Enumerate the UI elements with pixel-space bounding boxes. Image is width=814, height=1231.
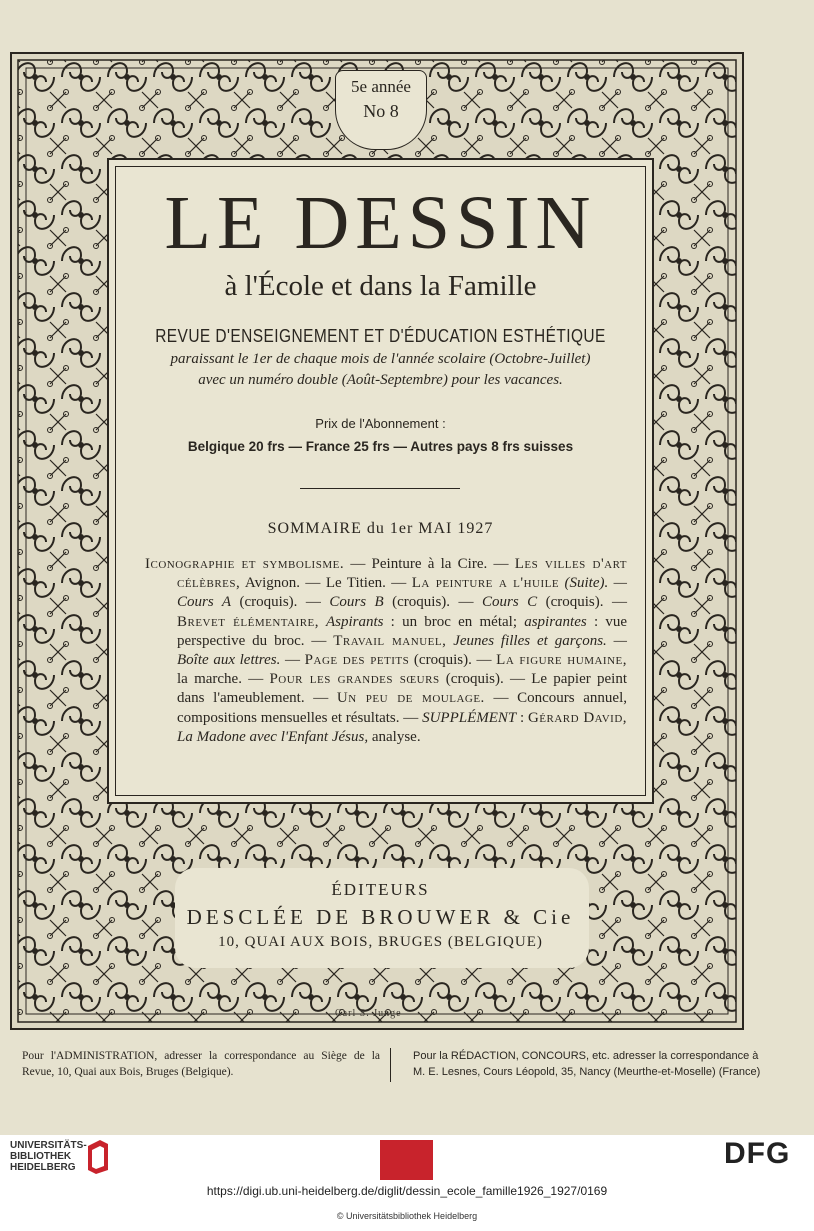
summary-part: : xyxy=(516,709,528,726)
summary-part: (croquis). — xyxy=(537,594,627,611)
subscription-prices: Belgique 20 frs — France 25 frs — Autres pays 8 frs suisses xyxy=(187,439,574,454)
sommaire-text xyxy=(145,555,627,747)
sommaire-heading: SOMMAIRE du 1er MAI 1927 xyxy=(267,520,494,537)
engraver-signature: Carl S. Junge xyxy=(335,1008,402,1019)
revue-line: REVUE D'ENSEIGNEMENT ET D'ÉDUCATION ESTHÉTIQUE xyxy=(155,326,606,346)
summary-part: aspirantes xyxy=(524,613,587,630)
summary-part: Pour les grandes sœurs xyxy=(269,671,440,688)
summary-part: Aspirants xyxy=(319,613,384,630)
summary-part: : vue perspective du broc. — xyxy=(177,613,627,649)
publisher-label: ÉDITEURS xyxy=(331,880,430,899)
summary-part: Cours C xyxy=(481,594,538,611)
summary-part: analyse. xyxy=(368,728,421,745)
summary-part: Iconographie et symbolisme. xyxy=(145,556,345,572)
summary-part: : un broc en métal; xyxy=(383,613,525,630)
summary-part: — Concours annuel, compositions mensuelles et résultats. — xyxy=(177,690,627,726)
summary-part: (croquis). — xyxy=(383,594,482,611)
summary-part: Un peu de moulage. xyxy=(336,690,485,707)
summary-part: Jeunes filles et garçons. — Boîte aux lettres. xyxy=(177,632,628,669)
publisher-address: 10, QUAI AUX BOIS, BRUGES (BELGIQUE) xyxy=(218,934,543,950)
summary-part: La peinture a l'huile xyxy=(411,575,560,592)
summary-part: La Madone avec l'Enfant Jésus, xyxy=(177,728,369,745)
summary-part: — Peinture à la Cire. — xyxy=(344,556,515,572)
summary-part: Travail manuel, xyxy=(333,632,447,649)
journal-title: LE DESSIN xyxy=(164,181,597,265)
summary-part: SUPPLÉMENT xyxy=(422,709,517,726)
summary-part: — xyxy=(280,652,305,669)
summary-part: Avignon. — Le Titien. — xyxy=(240,575,412,592)
summary-part: Gérard David, xyxy=(527,709,628,726)
publication-line-2: avec un numéro double (Août-Septembre) pour les vacances. xyxy=(198,372,563,388)
footer-redaction: Pour la RÉDACTION, CONCOURS, etc. adresser la correspondance à M. E. Lesnes, Cours Léopold, 35, Nancy (Meurthe-et-Moselle) (France) xyxy=(413,1050,761,1078)
summary-part: la marche. — xyxy=(177,671,270,688)
issue-year: 5e année xyxy=(351,77,411,96)
journal-subtitle: à l'École et dans la Famille xyxy=(224,270,537,302)
summary-part: Les villes d'art célèbres, xyxy=(177,556,627,592)
subscription-label: Prix de l'Abonnement : xyxy=(315,416,446,431)
epistemy-logo-icon[interactable] xyxy=(380,1140,433,1180)
summary-part: (Suite). — xyxy=(559,575,628,592)
summary-part: (croquis). — Le papier peint dans l'ameublement. — xyxy=(177,671,627,707)
publisher-name: DESCLÉE DE BROUWER & Cie xyxy=(186,905,575,929)
dfg-logo[interactable]: DFG xyxy=(724,1137,791,1170)
summary-part: Cours B xyxy=(329,594,384,611)
footer-administration: Pour l'ADMINISTRATION, adresser la correspondance au Siège de la Revue, 10, Quai aux Bois, Bruges (Belgique). xyxy=(22,1050,380,1078)
summary-part: (croquis). — xyxy=(231,594,330,611)
issue-number: No 8 xyxy=(363,101,399,121)
summary-part: Brevet élémentaire, xyxy=(177,613,320,630)
library-mark-icon xyxy=(86,1140,110,1174)
footer-divider xyxy=(390,1048,391,1082)
issue-badge xyxy=(335,70,427,150)
library-logo[interactable]: UNIVERSITÄTS- BIBLIOTHEK HEIDELBERG xyxy=(10,1140,87,1173)
permalink[interactable]: https://digi.ub.uni-heidelberg.de/diglit/dessin_ecole_famille1926_1927/0169 xyxy=(206,1184,608,1198)
divider xyxy=(300,488,460,489)
summary-part: La figure humaine, xyxy=(496,652,627,669)
publication-line-1: paraissant le 1er de chaque mois de l'année scolaire (Octobre-Juillet) xyxy=(170,351,591,367)
copyright: © Universitätsbibliothek Heidelberg xyxy=(336,1211,478,1221)
summary-part: Cours A xyxy=(177,594,232,611)
summary-part: Page des petits xyxy=(304,652,410,669)
summary-part: (croquis). — xyxy=(409,652,497,669)
